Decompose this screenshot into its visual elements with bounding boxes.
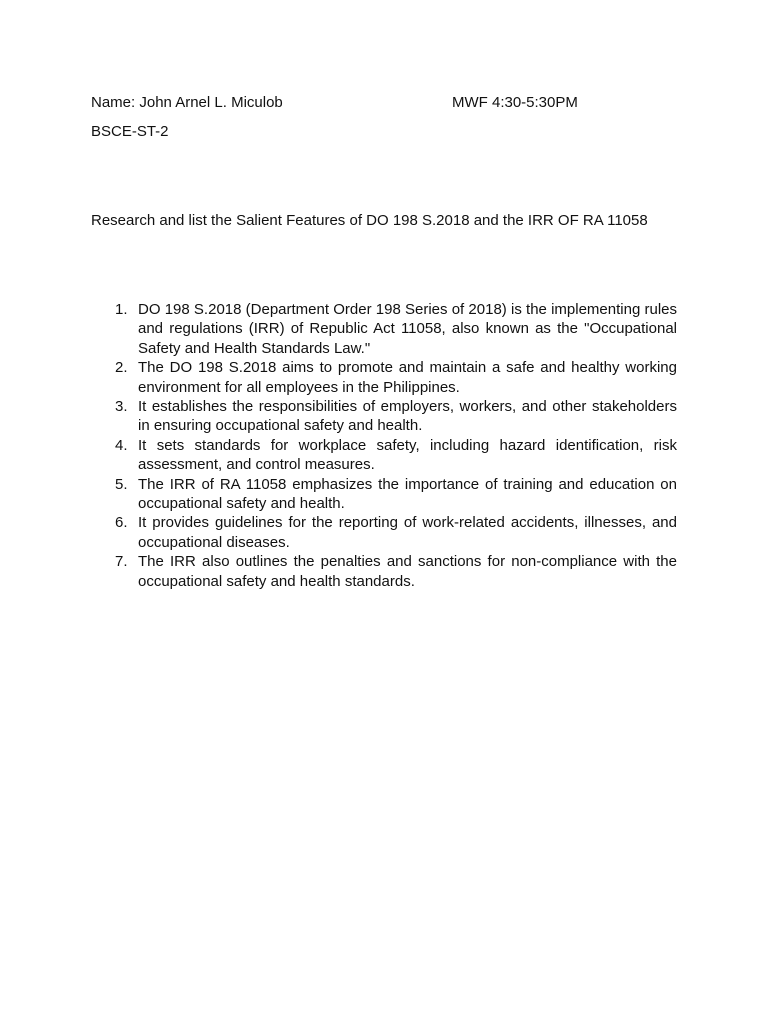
assignment-heading: Research and list the Salient Features of DO 198 S.2018 and the IRR OF RA 11058 [91, 212, 648, 229]
list-item-text: The DO 198 S.2018 aims to promote and maintain a safe and healthy working environment for all employees in the Philippines. [138, 359, 677, 396]
list-item-text: It provides guidelines for the reporting of work-related accidents, illnesses, and occupational diseases. [138, 514, 677, 551]
list-item [110, 552, 677, 591]
list-item-number: 1. [115, 301, 128, 318]
list-item-number: 4. [115, 436, 128, 454]
list-item-number: 2. [115, 359, 128, 377]
list-item-text: DO 198 S.2018 (Department Order 198 Series of 2018) is the implementing rules and regulations (IRR) of Republic Act 11058, also known as the "Occupational Safety and Health Standards Law." [138, 301, 677, 357]
list-item [110, 358, 677, 397]
list-item-number: 5. [115, 475, 128, 493]
list-item-text: The IRR of RA 11058 emphasizes the importance of training and education on occupational safety and health. [138, 475, 677, 513]
course-section: BSCE-ST-2 [91, 123, 169, 140]
list-item-number: 7. [115, 553, 128, 571]
class-schedule: MWF 4:30-5:30PM [452, 94, 578, 111]
student-name: Name: John Arnel L. Miculob [91, 94, 283, 111]
list-item [110, 397, 677, 436]
list-item [110, 475, 677, 514]
list-item [110, 513, 677, 552]
list-item-number: 3. [115, 398, 128, 416]
list-item-text: It sets standards for workplace safety, including hazard identification, risk assessment, and control measures. [138, 436, 677, 474]
list-item [110, 436, 677, 475]
salient-features-list [110, 300, 677, 591]
list-item-text: It establishes the responsibilities of employers, workers, and other stakeholders in ensuring occupational safety and health. [138, 398, 677, 435]
list-item [110, 300, 677, 358]
list-item-number: 6. [115, 514, 128, 532]
list-item-text: The IRR also outlines the penalties and sanctions for non-compliance with the occupational safety and health standards. [138, 553, 677, 590]
